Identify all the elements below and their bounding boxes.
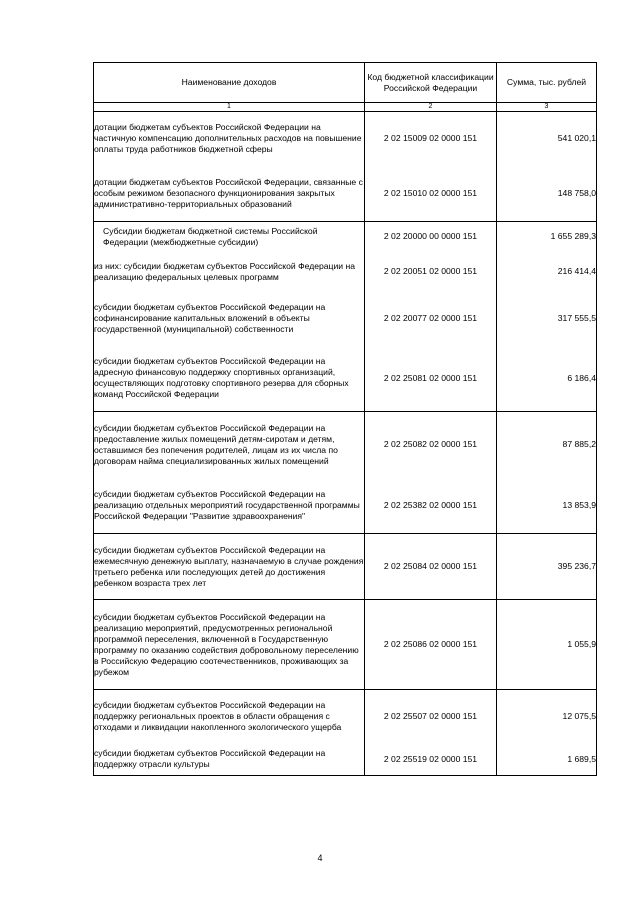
page-number: 4 (317, 853, 323, 863)
table-row (94, 252, 597, 292)
column-number: 2 (365, 103, 497, 112)
table-row (94, 166, 597, 222)
row-sum: 395 236,7 (497, 534, 597, 600)
header-name: Наименование доходов (94, 63, 365, 103)
table-row (94, 292, 597, 346)
row-name: из них: субсидии бюджетам субъектов Российской Федерации на реализацию федеральных целевых программ (94, 252, 365, 292)
table-row (94, 112, 597, 166)
column-number: 1 (94, 103, 365, 112)
row-name: дотации бюджетам субъектов Российской Федерации, связанные с особым режимом безопасного функционирования закрытых административно-территориальных образований (94, 166, 365, 222)
row-code: 2 02 20000 00 0000 151 (365, 222, 497, 252)
table-row (94, 690, 597, 744)
row-name: субсидии бюджетам субъектов Российской Федерации на поддержку отрасли культуры (94, 744, 365, 776)
table-header-row (94, 63, 597, 103)
row-name: субсидии бюджетам субъектов Российской Федерации на софинансирование капитальных вложений в объекты государственной (муниципальной) собственности (94, 292, 365, 346)
row-sum: 12 075,5 (497, 690, 597, 744)
row-name: субсидии бюджетам субъектов Российской Федерации на реализацию мероприятий, предусмотренных региональной программой переселения, включенной в Государственную программу по оказанию содействия добровольному переселению в Российскую Федерацию соотечественников, проживающих за рубежом (94, 600, 365, 690)
row-code: 2 02 25382 02 0000 151 (365, 478, 497, 534)
row-sum: 317 555,5 (497, 292, 597, 346)
row-name: Субсидии бюджетам бюджетной системы Российской Федерации (межбюджетные субсидии) (94, 222, 365, 252)
row-sum: 1 689,5 (497, 744, 597, 776)
row-code: 2 02 15009 02 0000 151 (365, 112, 497, 166)
revenue-table (93, 62, 597, 776)
row-code: 2 02 15010 02 0000 151 (365, 166, 497, 222)
row-sum: 13 853,9 (497, 478, 597, 534)
row-code: 2 02 20051 02 0000 151 (365, 252, 497, 292)
row-code: 2 02 25519 02 0000 151 (365, 744, 497, 776)
row-sum: 87 885,2 (497, 412, 597, 478)
table-row (94, 222, 597, 252)
row-sum: 216 414,4 (497, 252, 597, 292)
row-sum: 6 186,4 (497, 346, 597, 412)
row-code: 2 02 25081 02 0000 151 (365, 346, 497, 412)
row-code: 2 02 25082 02 0000 151 (365, 412, 497, 478)
header-sum: Сумма, тыс. рублей (497, 63, 597, 103)
row-sum: 1 055,9 (497, 600, 597, 690)
row-sum: 1 655 289,3 (497, 222, 597, 252)
row-name: дотации бюджетам субъектов Российской Федерации на частичную компенсацию дополнительных расходов на повышение оплаты труда работников бюджетной сферы (94, 112, 365, 166)
row-name: субсидии бюджетам субъектов Российской Федерации на реализацию отдельных мероприятий государственной программы Российской Федерации "Развитие здравоохранения" (94, 478, 365, 534)
table-row (94, 478, 597, 534)
row-sum: 541 020,1 (497, 112, 597, 166)
column-number: 3 (497, 103, 597, 112)
row-name: субсидии бюджетам субъектов Российской Федерации на адресную финансовую поддержку спортивных организаций, осуществляющих подготовку спортивного резерва для сборных команд Российской Федерации (94, 346, 365, 412)
table-row (94, 744, 597, 776)
table-row (94, 534, 597, 600)
row-code: 2 02 25086 02 0000 151 (365, 600, 497, 690)
header-code: Код бюджетной классификации Российской Федерации (365, 63, 497, 103)
row-name: субсидии бюджетам субъектов Российской Федерации на поддержку региональных проектов в области обращения с отходами и ликвидации накопленного экологического ущерба (94, 690, 365, 744)
row-sum: 148 758,0 (497, 166, 597, 222)
row-code: 2 02 25507 02 0000 151 (365, 690, 497, 744)
row-code: 2 02 20077 02 0000 151 (365, 292, 497, 346)
row-name: субсидии бюджетам субъектов Российской Федерации на ежемесячную денежную выплату, назначаемую в случае рождения третьего ребенка или последующих детей до достижения ребенком возраста трех лет (94, 534, 365, 600)
table-row (94, 600, 597, 690)
row-code: 2 02 25084 02 0000 151 (365, 534, 497, 600)
table-row (94, 346, 597, 412)
row-name: субсидии бюджетам субъектов Российской Федерации на предоставление жилых помещений детям-сиротам и детям, оставшимся без попечения родителей, лицам из их числа по договорам найма специализированных жилых помещений (94, 412, 365, 478)
table-row (94, 412, 597, 478)
column-number-row (94, 103, 597, 112)
